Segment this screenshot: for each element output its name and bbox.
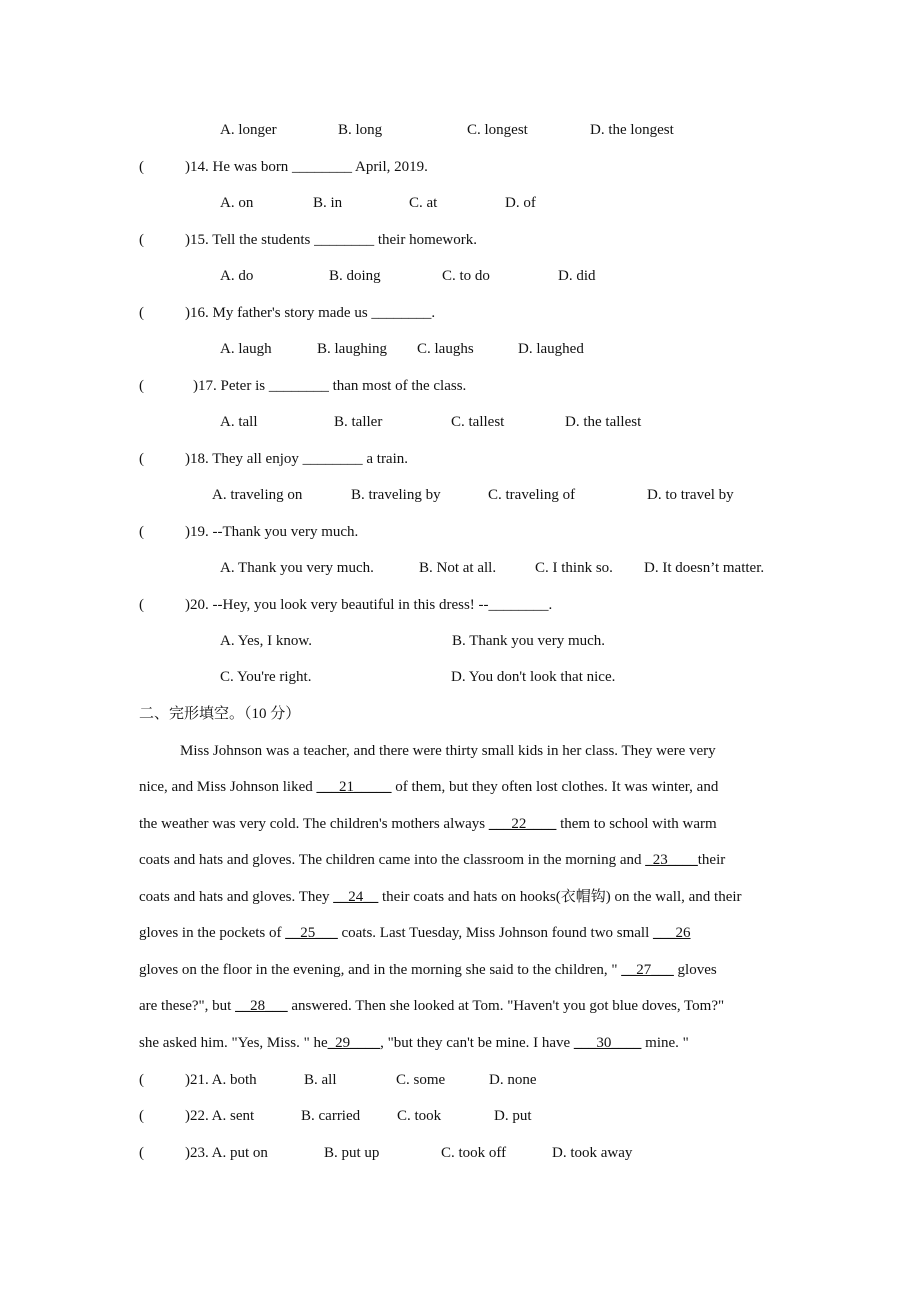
q22-option-b: B. carried xyxy=(301,1108,361,1124)
q19-option-a: A. Thank you very much. xyxy=(220,560,374,576)
blank-23[interactable]: _23____ xyxy=(645,852,698,868)
q17-option-b: B. taller xyxy=(334,414,383,430)
q20-option-a: A. Yes, I know. xyxy=(220,633,312,649)
q20-answer-paren[interactable]: ( xyxy=(139,597,144,613)
q14-answer-paren[interactable]: ( xyxy=(139,159,144,175)
q15-option-d: D. did xyxy=(558,268,596,284)
q18-stem: )18. They all enjoy ________ a train. xyxy=(185,451,409,467)
section-2-heading: 二、完形填空。（10 分） xyxy=(139,706,301,722)
q20-option-d: D. You don't look that nice. xyxy=(451,669,616,685)
q16-answer-paren[interactable]: ( xyxy=(139,305,144,321)
passage-line-1: Miss Johnson was a teacher, and there were thirty small kids in her class. They were very xyxy=(180,743,716,759)
passage-text: answered. Then she looked at Tom. "Haven't you got blue doves, Tom?" xyxy=(287,998,725,1014)
q23-answer-paren[interactable]: ( xyxy=(139,1145,144,1161)
q15-stem: )15. Tell the students ________ their homework. xyxy=(185,232,477,248)
passage-text: mine. " xyxy=(641,1035,689,1051)
passage-line-3 xyxy=(139,814,717,834)
q13-option-d: D. the longest xyxy=(590,122,674,138)
q21-option-d: D. none xyxy=(489,1072,537,1088)
passage-line-9 xyxy=(139,1033,689,1053)
q14-option-c: C. at xyxy=(409,195,438,211)
blank-27[interactable]: __27___ xyxy=(621,962,674,978)
q19-option-d: D. It doesn’t matter. xyxy=(644,560,765,576)
q20-option-b: B. Thank you very much. xyxy=(452,633,606,649)
q23-option-b: B. put up xyxy=(324,1145,380,1161)
q19-option-c: C. I think so. xyxy=(535,560,613,576)
q17-stem: )17. Peter is ________ than most of the class. xyxy=(193,378,467,394)
q22-stem: )22. A. sent xyxy=(185,1108,255,1124)
passage-text: , "but they can't be mine. I have xyxy=(380,1035,574,1051)
passage-text: them to school with warm xyxy=(556,816,717,832)
q13-option-b: B. long xyxy=(338,122,383,138)
passage-line-6 xyxy=(139,923,691,943)
q18-option-b: B. traveling by xyxy=(351,487,441,503)
q20-option-c: C. You're right. xyxy=(220,669,312,685)
q20-stem: )20. --Hey, you look very beautiful in this dress! --________. xyxy=(185,597,553,613)
q16-option-a: A. laugh xyxy=(220,341,272,357)
passage-text: gloves xyxy=(673,962,717,978)
q19-answer-paren[interactable]: ( xyxy=(139,524,144,540)
passage-line-2 xyxy=(139,777,718,797)
q18-option-d: D. to travel by xyxy=(647,487,734,503)
passage-line-4 xyxy=(139,850,725,870)
q18-option-c: C. traveling of xyxy=(488,487,576,503)
passage-text: of them, but they often lost clothes. It was winter, and xyxy=(391,779,719,795)
q17-option-c: C. tallest xyxy=(451,414,505,430)
q17-option-d: D. the tallest xyxy=(565,414,642,430)
q21-option-c: C. some xyxy=(396,1072,446,1088)
q14-option-b: B. in xyxy=(313,195,343,211)
passage-text: nice, and Miss Johnson liked xyxy=(139,779,317,795)
blank-26[interactable]: ___26 xyxy=(653,925,691,941)
q23-option-d: D. took away xyxy=(552,1145,633,1161)
q21-answer-paren[interactable]: ( xyxy=(139,1072,144,1088)
q19-option-b: B. Not at all. xyxy=(419,560,497,576)
passage-text: are these?", but xyxy=(139,998,236,1014)
passage-text: coats. Last Tuesday, Miss Johnson found two small xyxy=(337,925,654,941)
q18-answer-paren[interactable]: ( xyxy=(139,451,144,467)
q17-answer-paren[interactable]: ( xyxy=(139,378,144,394)
passage-text: their xyxy=(697,852,726,868)
blank-24[interactable]: __24__ xyxy=(333,889,379,905)
blank-30[interactable]: ___30____ xyxy=(573,1035,642,1051)
q23-stem: )23. A. put on xyxy=(185,1145,268,1161)
passage-text: gloves on the floor in the evening, and in the morning she said to the children, " xyxy=(139,962,622,978)
q16-option-d: D. laughed xyxy=(518,341,584,357)
passage-text: coats and hats and gloves. The children came into the classroom in the morning and xyxy=(139,852,646,868)
q16-option-c: C. laughs xyxy=(417,341,474,357)
q13-option-a: A. longer xyxy=(220,122,277,138)
q14-stem: )14. He was born ________ April, 2019. xyxy=(185,159,428,175)
q15-answer-paren[interactable]: ( xyxy=(139,232,144,248)
blank-29[interactable]: _29____ xyxy=(327,1035,381,1051)
q21-stem: )21. A. both xyxy=(185,1072,257,1088)
blank-28[interactable]: __28___ xyxy=(235,998,288,1014)
q16-option-b: B. laughing xyxy=(317,341,387,357)
q23-option-c: C. took off xyxy=(441,1145,507,1161)
passage-line-8 xyxy=(139,996,724,1016)
q13-option-c: C. longest xyxy=(467,122,528,138)
q15-option-a: A. do xyxy=(220,268,254,284)
blank-22[interactable]: ___22____ xyxy=(488,816,557,832)
passage-text: the weather was very cold. The children's mothers always xyxy=(139,816,489,832)
q14-option-d: D. of xyxy=(505,195,536,211)
passage-text: their coats and hats on hooks(衣帽钩) on the wall, and their xyxy=(378,889,742,905)
q18-option-a: A. traveling on xyxy=(212,487,303,503)
q14-option-a: A. on xyxy=(220,195,254,211)
passage-text: coats and hats and gloves. They xyxy=(139,889,334,905)
q22-option-d: D. put xyxy=(494,1108,532,1124)
q16-stem: )16. My father's story made us ________. xyxy=(185,305,436,321)
blank-21[interactable]: ___21_____ xyxy=(316,779,392,795)
passage-text: gloves in the pockets of xyxy=(139,925,286,941)
q17-option-a: A. tall xyxy=(220,414,258,430)
q22-answer-paren[interactable]: ( xyxy=(139,1108,144,1124)
q22-option-c: C. took xyxy=(397,1108,442,1124)
blank-25[interactable]: __25___ xyxy=(285,925,338,941)
q15-option-b: B. doing xyxy=(329,268,381,284)
passage-text: she asked him. "Yes, Miss. " he xyxy=(139,1035,328,1051)
passage-line-7 xyxy=(139,960,717,980)
passage-line-5 xyxy=(139,887,742,907)
q19-stem: )19. --Thank you very much. xyxy=(185,524,359,540)
q15-option-c: C. to do xyxy=(442,268,490,284)
q21-option-b: B. all xyxy=(304,1072,337,1088)
